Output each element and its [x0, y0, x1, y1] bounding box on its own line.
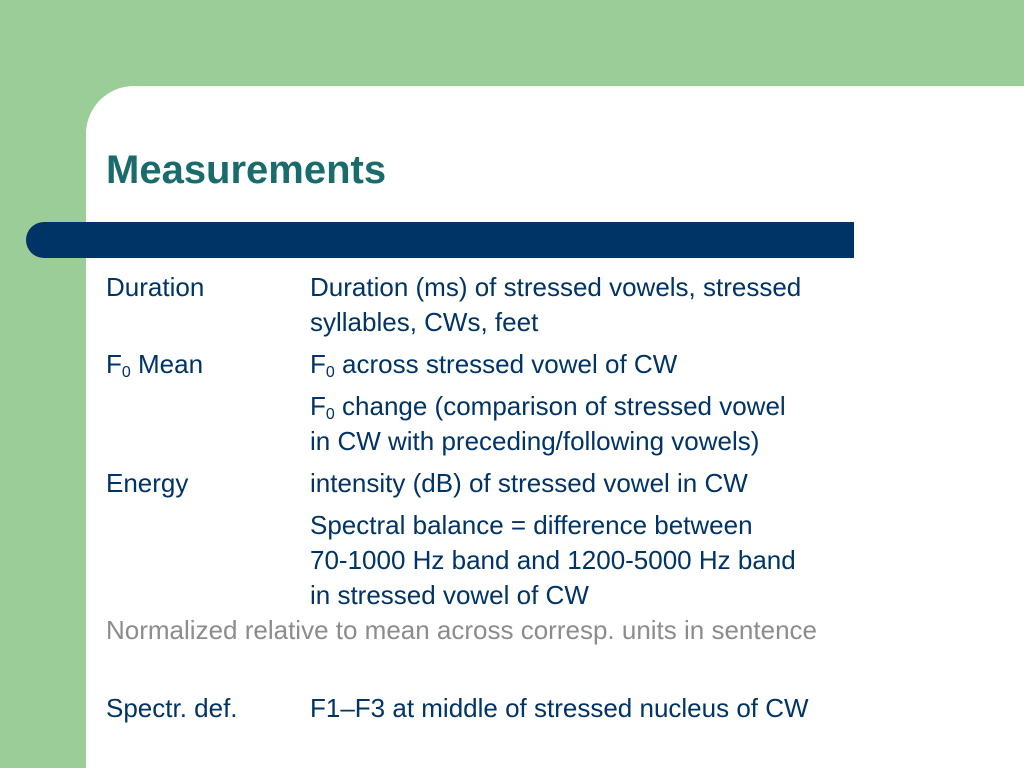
- f0-change-sub: 0: [325, 406, 335, 423]
- energy-desc: intensity (dB) of stressed vowel in CW: [310, 468, 748, 498]
- title-underline-bar: [26, 222, 854, 258]
- f0-mean-label-prefix: F: [106, 349, 122, 379]
- spectral-balance-line2: 70-1000 Hz band and 1200-5000 Hz band: [310, 545, 796, 575]
- spectral-balance-line1: Spectral balance = difference between: [310, 510, 753, 540]
- f0-mean-desc-suffix: across stressed vowel of CW: [334, 349, 678, 379]
- duration-desc-line2: syllables, CWs, feet: [310, 307, 539, 337]
- f0-change-prefix: F: [310, 391, 326, 421]
- f0-change-line2: in CW with preceding/following vowels): [310, 426, 760, 456]
- f0-mean-label: [106, 347, 203, 390]
- f0-mean-desc: [310, 347, 677, 390]
- spectr-def-desc: F1–F3 at middle of stressed nucleus of CW: [310, 693, 809, 723]
- energy-label: Energy: [106, 468, 189, 498]
- duration-label: Duration: [106, 272, 205, 302]
- duration-desc-line1: Duration (ms) of stressed vowels, stressed: [310, 272, 802, 302]
- slide-title: Measurements: [106, 148, 387, 192]
- normalization-note: Normalized relative to mean across corresp. units in sentence: [106, 615, 817, 645]
- spectr-def-label: Spectr. def.: [106, 693, 238, 723]
- f0-mean-label-sub: 0: [121, 364, 131, 381]
- f0-change-line1-suffix: change (comparison of stressed vowel: [334, 391, 786, 421]
- f0-mean-desc-prefix: F: [310, 349, 326, 379]
- f0-mean-desc-sub: 0: [325, 364, 335, 381]
- spectral-balance-line3: in stressed vowel of CW: [310, 580, 589, 610]
- f0-mean-label-suffix: Mean: [130, 349, 204, 379]
